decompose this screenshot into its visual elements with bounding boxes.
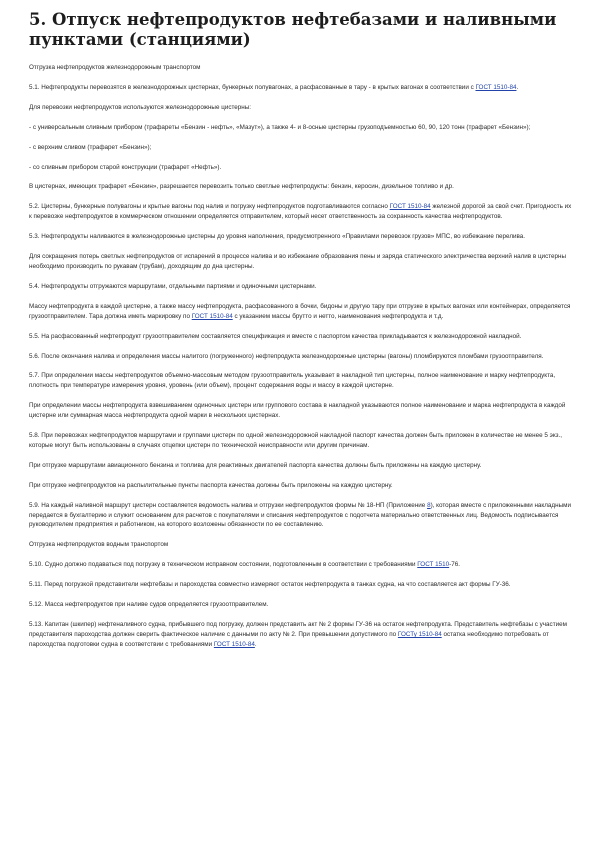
paragraph-text: с указанием массы брутто и нетто, наименования нефтепродукта и т.д. <box>232 312 444 320</box>
paragraph-text: 5.11. Перед погрузкой представители нефтебазы и пароходства совместно измеряют остаток нефтепродукта в танках судна, на что составляется акт формы ГУ-36. <box>29 581 511 589</box>
paragraph-text: 5.7. При определении массы нефтепродуктов объемно-массовым методом грузоотправитель указывает в накладной тип цистерны, полное наименование и марку нефтепродукта, плотность при температуре измерения уровня, уровень (или объем), процент содержания воды и массу в каждой цистерне. <box>29 372 556 390</box>
paragraph-text: Массу нефтепродукта в каждой цистерне, а также массу нефтепродукта, расфасованного в бочки, бидоны и другую тару при отгрузке в крытых вагонах или контейнерах, определяется грузоотправителем. Тара должна иметь маркировку по <box>29 302 571 320</box>
paragraph-p-benzin-tanks <box>29 182 575 192</box>
paragraph-text: ), которая вместе с приложенными накладными передается в бухгалтерию и служит основанием для расчетов с покупателями и списания нефтепродуктов с подотчета материально ответственных лиц. Ведомость подписывается руководителем предприятия и работником, на которого возложены обязанности по ее составлению. <box>29 501 571 529</box>
paragraph-p-5-4 <box>29 282 575 292</box>
gost-link[interactable]: 8 <box>427 501 431 509</box>
gost-link[interactable]: ГОСТ 1510-84 <box>475 83 517 91</box>
paragraph-water-heading <box>29 540 575 550</box>
paragraph-p-top-drain <box>29 143 575 153</box>
paragraph-text: 5.5. На расфасованный нефтепродукт грузоотправителем составляется спецификация и вместе с паспортом качества прикладывается к железнодорожной накладной. <box>29 332 522 340</box>
paragraph-text: При отгрузке маршрутами авиационного бензина и топлива для реактивных двигателей паспорта качества должны быть приложены на каждую цистерну. <box>29 461 482 469</box>
paragraph-text: 5.3. Нефтепродукты наливаются в железнодорожные цистерны до уровня наполнения, предусмотренного «Правилами перевозок грузов» МПС, во избежание перелива. <box>29 233 526 241</box>
gost-link[interactable]: ГОСТ 1510 <box>417 561 450 569</box>
paragraph-p-5-3 <box>29 232 575 242</box>
gost-link[interactable]: ГОСТ 1510-84 <box>191 312 233 320</box>
paragraph-text: . <box>254 640 257 648</box>
paragraph-text: 5.10. Судно должно подаваться под погрузку в техническом исправном состоянии, подготовленным в соответствии с требованиями <box>29 561 418 569</box>
paragraph-text: 5.9. На каждый наливной маршрут цистерн составляется ведомость налива и отгрузки нефтепродуктов формы № 18-НП (Приложение <box>29 501 428 509</box>
paragraph-p-5-2 <box>29 202 575 222</box>
paragraph-text: 5.6. После окончания налива и определения массы налитого (погруженного) нефтепродукта железнодорожные цистерны (вагоны) пломбируются пломбами грузоотправителя. <box>29 352 544 360</box>
paragraph-text: В цистернах, имеющих трафарет «Бензин», разрешается перевозить только светлые нефтепродукты: бензин, керосин, дизельное топливо и др. <box>29 183 454 191</box>
paragraph-text: 5.12. Масса нефтепродуктов при наливе судов определяется грузоотправителем. <box>29 601 269 609</box>
paragraph-text: Для сокращения потерь светлых нефтепродуктов от испарений в процессе налива и во избежание образования пены и заряда статического электричества верхний налив в цистерны необходимо производить по рукавам (трубам), доходящим до дна цистерны. <box>29 253 567 270</box>
paragraph-text: 5.13. Капитан (шкипер) нефтеналивного судна, прибывшего под погрузку, должен представить акт № 2 формы ГУ-36 на остаток нефтепродукта. Представитель нефтебазы с участием представителя пароходства должен сверить фактическое наличие с данными по акту № 2. При превышении допустимого по <box>29 621 567 638</box>
paragraph-text: - со сливным прибором старой конструкции (трафарет «Нефть»). <box>29 163 222 171</box>
gost-link[interactable]: ГОСТ 1510-84 <box>389 203 431 211</box>
paragraph-text: При отгрузке нефтепродуктов на распылительные пункты паспорта качества должны быть приложены на каждую цистерну. <box>29 481 393 489</box>
paragraph-text: - с универсальным сливным прибором (трафареты «Бензин - нефть», «Мазут»), а также 4- и 8-осные цистерны грузоподъемностью 60, 90, 120 тонн (трафарет «Бензин»); <box>29 123 531 131</box>
paragraph-p-5-9 <box>29 501 575 531</box>
paragraph-p-tanks-used <box>29 103 575 113</box>
paragraph-text: 5.2. Цистерны, бункерные полувагоны и крытые вагоны под налив и погрузку нефтепродуктов подготавливаются согласно <box>29 203 390 211</box>
paragraph-text: При определении массы нефтепродукта взвешиванием одиночных цистерн или группового состава в накладной указываются полное наименование и марка нефтепродукта в каждой цистерне или суммарная масса нефтепродукта одной марки в нескольких цистернах. <box>29 402 566 420</box>
paragraph-p-5-5 <box>29 332 575 342</box>
paragraph-text: остатка необходимо потребовать от пароходства подготовки судна в соответствии с требованиями <box>29 630 549 648</box>
paragraph-p-5-7 <box>29 371 575 391</box>
paragraph-text: железной дорогой за свой счет. Пригодность их к перевозке нефтепродуктов в коммерческом отношении определяется отправителем, который несет ответственность за сохранность качества нефтепродуктов. <box>29 203 572 221</box>
paragraph-p-old-drain <box>29 163 575 173</box>
paragraph-p-aviation <box>29 461 575 471</box>
paragraph-p-mass-weighing <box>29 401 575 421</box>
paragraph-p-5-12 <box>29 600 575 610</box>
paragraph-rail-heading <box>29 63 575 73</box>
paragraph-p-retail <box>29 481 575 491</box>
paragraph-text: Отгрузка нефтепродуктов водным транспортом <box>29 541 169 549</box>
paragraph-text: 5.1. Нефтепродукты перевозятся в железнодорожных цистернах, бункерных полувагонах, а расфасованные в тару - в крытых вагонах в соответствии с <box>29 83 476 91</box>
paragraph-p-5-11 <box>29 580 575 590</box>
paragraph-p-mass-packaged <box>29 302 575 322</box>
page-title: 5. Отпуск нефтепродуктов нефтебазами и наливными пунктами (станциями) <box>29 10 557 49</box>
paragraph-text: 5.4. Нефтепродукты отгружаются маршрутами, отдельными партиями и одиночными цистернами. <box>29 282 317 290</box>
document-body <box>29 63 575 650</box>
paragraph-text: 5.8. При перевозках нефтепродуктов маршрутами и группами цистерн по одной железнодорожной накладной паспорт качества должен быть приложен в количестве не менее 5 экз., которые могут быть использованы в случаях отцепки цистерн по технической неисправности или другим причинам. <box>29 432 563 449</box>
paragraph-text: Для перевозки нефтепродуктов используются железнодорожные цистерны: <box>29 103 252 111</box>
paragraph-p-universal-drain <box>29 123 575 133</box>
paragraph-p-5-1 <box>29 83 575 93</box>
gost-link[interactable]: ГОСТу 1510-84 <box>397 630 442 638</box>
paragraph-text: . <box>516 83 519 91</box>
paragraph-text: Отгрузка нефтепродуктов железнодорожным транспортом <box>29 64 201 71</box>
paragraph-p-loss-reduction <box>29 252 575 272</box>
paragraph-p-5-13 <box>29 620 575 650</box>
paragraph-text: - с верхним сливом (трафарет «Бензин»); <box>29 143 152 151</box>
paragraph-p-5-10 <box>29 560 575 570</box>
paragraph-p-5-8 <box>29 431 575 451</box>
paragraph-text: -76. <box>449 561 460 569</box>
paragraph-p-5-6 <box>29 352 575 362</box>
gost-link[interactable]: ГОСТ 1510-84 <box>213 640 255 648</box>
